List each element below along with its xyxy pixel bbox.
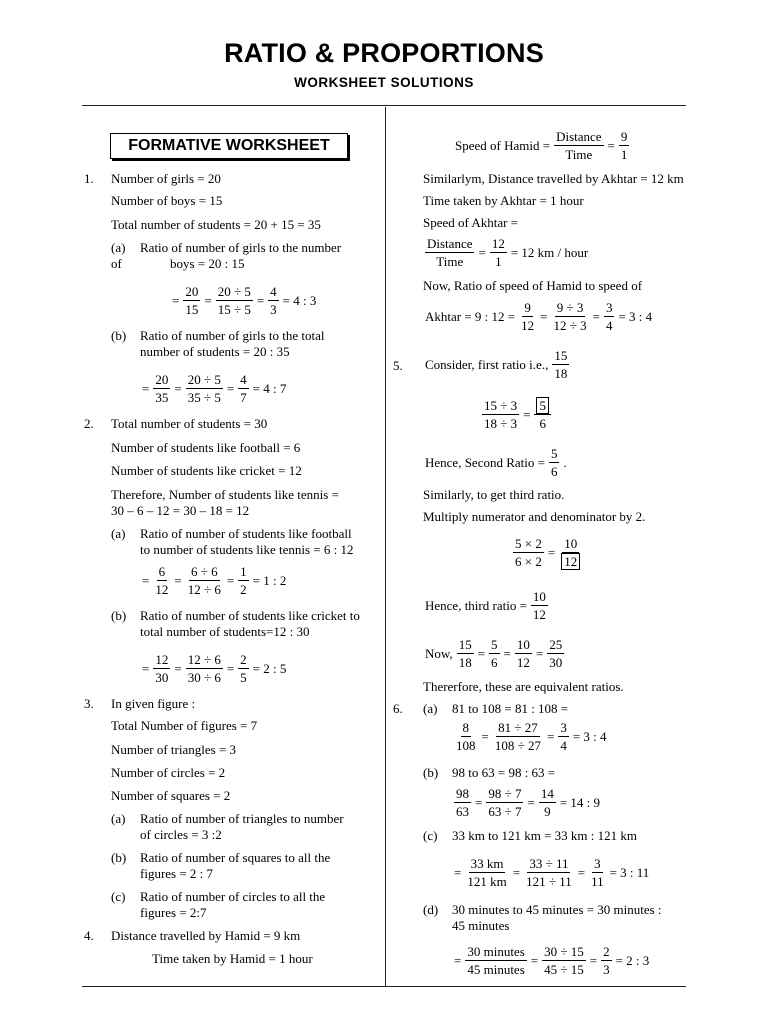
denominator: 12 ÷ 6 [187, 582, 221, 597]
fraction [559, 536, 582, 569]
math-expression [452, 944, 651, 977]
denominator: 12 [155, 582, 169, 597]
math-expression [480, 398, 553, 431]
denominator: 6 [539, 416, 546, 431]
denominator: 18 ÷ 3 [484, 416, 518, 431]
denominator: 45 minutes [467, 962, 525, 977]
item-label: (b) [111, 850, 127, 865]
section-heading: FORMATIVE WORKSHEET [110, 133, 348, 159]
fraction [601, 944, 612, 977]
text-line: figures = 2:7 [140, 905, 207, 920]
column-divider [385, 107, 386, 987]
denominator: 3 [270, 302, 277, 317]
math-operator: = [142, 660, 150, 676]
math-operator: = 3 : 4 [618, 308, 653, 324]
question-number: 1. [84, 171, 94, 186]
denominator: 4 [605, 318, 613, 333]
item-label: (b) [111, 328, 127, 343]
numerator: 9 [620, 129, 628, 144]
fraction [513, 536, 544, 569]
numerator: 5 × 2 [515, 536, 542, 551]
text-line: Total Number of figures = 7 [111, 718, 258, 733]
math-operator: = [540, 308, 548, 324]
text-line: Multiply numerator and denominator by 2. [423, 509, 646, 524]
fraction [153, 372, 170, 405]
numerator: 8 [462, 720, 469, 735]
numerator: 33 km [470, 856, 504, 871]
math-expression [423, 637, 566, 670]
fraction [539, 786, 556, 819]
question-number: 4. [84, 928, 94, 943]
numerator: 9 [524, 300, 531, 315]
numerator: 20 [185, 284, 199, 299]
numerator: 3 [605, 300, 613, 315]
math-operator: = [475, 794, 483, 810]
denominator: 2 [240, 582, 247, 597]
numerator: 15 [554, 348, 568, 363]
denominator: 12 ÷ 3 [553, 318, 587, 333]
math-expression [140, 372, 288, 405]
text-line: Similarly, to get third ratio. [423, 487, 565, 502]
numerator: 6 [158, 564, 166, 579]
denominator: 18 [554, 366, 568, 381]
item-label: (b) [423, 765, 439, 780]
math-operator: = [481, 728, 489, 744]
question-number: 5. [393, 358, 403, 373]
item-label: (c) [111, 889, 126, 904]
text-line: Ratio of number of triangles to number [140, 811, 344, 826]
text-line: 81 to 108 = 81 : 108 = [452, 701, 569, 716]
numerator: 2 [603, 944, 610, 959]
math-operator: = [589, 952, 598, 968]
math-operator: = [174, 572, 182, 588]
denominator: 15 ÷ 5 [217, 302, 251, 317]
denominator: 1 [620, 147, 628, 162]
item-label: (d) [423, 902, 439, 917]
text-line: 33 km to 121 km = 33 km : 121 km [452, 828, 638, 843]
fraction [547, 637, 564, 670]
math-operator: = [454, 952, 462, 968]
text-line: 45 minutes [452, 918, 510, 933]
text-line: Ratio of number of students like cricket to [140, 608, 360, 623]
text-line: Total number of students = 30 [111, 416, 268, 431]
boxed-answer: 12 [561, 553, 580, 570]
math-expression [423, 300, 654, 333]
question-number: 2. [84, 416, 94, 431]
text-line: of circles = 3 :2 [140, 827, 222, 842]
item-label: (a) [111, 240, 126, 255]
math-operator: = 3 : 4 [572, 728, 607, 744]
text-line: Ratio of number of squares to all the [140, 850, 331, 865]
fraction [515, 637, 532, 670]
denominator: 18 [458, 655, 472, 670]
fraction [457, 637, 474, 670]
text-line: figures = 2 : 7 [140, 866, 214, 881]
page-subtitle: WORKSHEET SOLUTIONS [294, 75, 474, 90]
math-operator: = [527, 794, 535, 810]
denominator: 63 [456, 804, 469, 819]
math-operator: = [172, 292, 180, 308]
fraction [268, 284, 279, 317]
math-expression [423, 348, 571, 381]
math-expression [452, 786, 602, 819]
numerator: 12 ÷ 6 [187, 652, 221, 667]
text-line: Number of boys = 15 [111, 193, 223, 208]
text-line: Time taken by Akhtar = 1 hour [423, 193, 584, 208]
fraction [493, 720, 543, 753]
fraction [486, 786, 523, 819]
text-line: Speed of Akhtar = [423, 215, 519, 230]
fraction [554, 129, 603, 162]
fraction [425, 236, 474, 269]
fraction [489, 637, 500, 670]
text-line: Thererfore, these are equivalent ratios. [423, 679, 624, 694]
math-expression [170, 284, 318, 317]
fraction [619, 129, 630, 162]
math-operator: = [226, 572, 235, 588]
numerator: 5 [550, 446, 558, 461]
math-operator: = [535, 645, 544, 661]
denominator: 7 [240, 390, 247, 405]
boxed-answer: 5 [536, 397, 549, 414]
text-line: boys = 20 : 15 [170, 256, 245, 271]
fraction [454, 720, 478, 753]
math-operator: = [256, 292, 265, 308]
math-operator: = [174, 380, 182, 396]
numerator: 10 [564, 536, 578, 551]
fraction [519, 300, 536, 333]
math-operator: = 12 km / hour [510, 244, 589, 260]
fraction [153, 564, 170, 597]
math-expression [423, 236, 590, 269]
numerator: 15 [458, 637, 472, 652]
denominator: 12 [516, 655, 530, 670]
math-operator: = [607, 137, 615, 153]
denominator: 1 [495, 254, 502, 269]
denominator: 45 ÷ 15 [544, 962, 584, 977]
numerator: 98 [456, 786, 469, 801]
fraction [186, 564, 223, 597]
fraction [186, 652, 223, 685]
math-operator: = [592, 308, 600, 324]
math-operator: = 4 : 3 [282, 292, 317, 308]
numerator: 9 ÷ 3 [556, 300, 584, 315]
text-line: Time taken by Hamid = 1 hour [152, 951, 313, 966]
text-line: 30 minutes to 45 minutes = 30 minutes : [452, 902, 662, 917]
denominator: 3 [603, 962, 610, 977]
math-expression [423, 589, 550, 622]
text-line: Number of circles = 2 [111, 765, 226, 780]
math-operator: = [503, 645, 511, 661]
fraction [465, 856, 508, 889]
numerator: 1 [240, 564, 247, 579]
denominator: 4 [560, 738, 567, 753]
text-line: Now, Ratio of speed of Hamid to speed of [423, 278, 643, 293]
item-label: (a) [423, 701, 438, 716]
denominator: 9 [544, 804, 551, 819]
fraction [589, 856, 606, 889]
numerator: 2 [240, 652, 247, 667]
text-line: Ratio of number of students like football [140, 526, 352, 541]
numerator: 12 [491, 236, 505, 251]
numerator: 12 [155, 652, 169, 667]
denominator: 12 [532, 607, 546, 622]
text-line: Number of students like football = 6 [111, 440, 301, 455]
text-line: Number of squares = 2 [111, 788, 231, 803]
numerator: 15 ÷ 3 [484, 398, 518, 413]
math-operator: = [512, 864, 521, 880]
math-operator: = [142, 380, 150, 396]
denominator: 30 [549, 655, 563, 670]
numerator: 3 [560, 720, 567, 735]
text-line: Total number of students = 20 + 15 = 35 [111, 217, 321, 232]
fraction [531, 589, 548, 622]
fraction [216, 284, 253, 317]
math-operator: Consider, first ratio i.e., [425, 356, 549, 372]
denominator [559, 553, 582, 569]
numerator: 3 [594, 856, 601, 871]
numerator: 30 ÷ 15 [544, 944, 584, 959]
text-line: In given figure : [111, 696, 196, 711]
math-operator: = [454, 864, 462, 880]
text-line: Number of students like cricket = 12 [111, 463, 302, 478]
numerator: 10 [532, 589, 546, 604]
fraction [549, 446, 560, 479]
text-line: 98 to 63 = 98 : 63 = [452, 765, 556, 780]
question-number: 6. [393, 701, 403, 716]
math-operator: Hence, Second Ratio = [425, 454, 545, 470]
text-line: of [111, 256, 122, 271]
top-divider [82, 105, 686, 106]
denominator: 12 [521, 318, 535, 333]
math-expression [452, 856, 651, 889]
numerator: Distance [427, 236, 473, 251]
text-line: Number of triangles = 3 [111, 742, 237, 757]
fraction [534, 398, 551, 431]
fraction [558, 720, 569, 753]
fraction [524, 856, 574, 889]
math-operator: = [546, 728, 555, 744]
math-operator: = [226, 380, 235, 396]
math-expression [423, 446, 569, 479]
fraction [454, 786, 471, 819]
math-operator: = [577, 864, 586, 880]
fraction [183, 284, 200, 317]
math-operator: = 1 : 2 [252, 572, 287, 588]
fraction [490, 236, 507, 269]
denominator: 30 ÷ 6 [187, 670, 221, 685]
text-line: 30 – 6 – 12 = 30 – 18 = 12 [111, 503, 250, 518]
math-expression [453, 129, 631, 162]
numerator: Distance [556, 129, 602, 144]
math-operator: = [204, 292, 212, 308]
denominator: 121 ÷ 11 [526, 874, 572, 889]
math-operator: = [174, 660, 182, 676]
denominator: 6 [550, 464, 558, 479]
text-line: Ratio of number of circles to all the [140, 889, 326, 904]
denominator: 11 [591, 874, 604, 889]
item-label: (c) [423, 828, 438, 843]
denominator: Time [436, 254, 464, 269]
fraction [238, 564, 249, 597]
text-line: Ratio of number of girls to the total [140, 328, 325, 343]
math-operator: Now, [425, 645, 453, 661]
math-operator: = 3 : 11 [609, 864, 650, 880]
math-operator: = [530, 952, 539, 968]
numerator: 30 minutes [467, 944, 525, 959]
numerator: 25 [549, 637, 563, 652]
numerator: 5 [491, 637, 498, 652]
question-number: 3. [84, 696, 94, 711]
math-expression [452, 720, 609, 753]
text-line: Number of girls = 20 [111, 171, 221, 186]
numerator: 20 ÷ 5 [187, 372, 221, 387]
denominator: 30 [155, 670, 169, 685]
numerator: 33 ÷ 11 [529, 856, 569, 871]
math-operator: = [478, 244, 486, 260]
math-operator: = 2 : 5 [252, 660, 287, 676]
math-operator: = 4 : 7 [252, 380, 287, 396]
numerator: 4 [240, 372, 247, 387]
fraction [186, 372, 223, 405]
math-operator: = [142, 572, 150, 588]
numerator: 20 ÷ 5 [217, 284, 251, 299]
denominator: 5 [240, 670, 247, 685]
denominator: 6 × 2 [515, 554, 542, 569]
fraction [153, 652, 170, 685]
math-operator: Akhtar = 9 : 12 = [425, 308, 516, 324]
denominator: 15 [185, 302, 199, 317]
text-line: Distance travelled by Hamid = 9 km [111, 928, 301, 943]
math-operator: = [523, 406, 531, 422]
text-line: Therefore, Number of students like tennis = [111, 487, 339, 502]
math-operator: Hence, third ratio = [425, 597, 527, 613]
numerator: 14 [540, 786, 554, 801]
text-line: to number of students like tennis = 6 : 12 [140, 542, 354, 557]
fraction [238, 652, 249, 685]
denominator: 35 [155, 390, 169, 405]
fraction [552, 348, 569, 381]
fraction [238, 372, 249, 405]
numerator: 81 ÷ 27 [498, 720, 538, 735]
text-line: total number of students=12 : 30 [140, 624, 310, 639]
denominator: Time [565, 147, 593, 162]
bottom-divider [82, 986, 686, 987]
denominator: 63 ÷ 7 [488, 804, 522, 819]
numerator: 4 [270, 284, 277, 299]
text-line: Similarlym, Distance travelled by Akhtar = 12 km [423, 171, 684, 186]
math-operator: = [226, 660, 235, 676]
denominator: 6 [491, 655, 498, 670]
text-line: number of students = 20 : 35 [140, 344, 290, 359]
item-label: (b) [111, 608, 127, 623]
math-expression [140, 564, 288, 597]
denominator: 108 [456, 738, 476, 753]
numerator: 98 ÷ 7 [488, 786, 522, 801]
page-title: RATIO & PROPORTIONS [224, 38, 544, 68]
fraction [551, 300, 588, 333]
denominator: 108 ÷ 27 [494, 738, 541, 753]
item-label: (a) [111, 526, 126, 541]
math-expression [511, 536, 584, 569]
math-operator: = 2 : 3 [615, 952, 650, 968]
math-operator: = [547, 544, 556, 560]
denominator: 35 ÷ 5 [187, 390, 221, 405]
fraction [465, 944, 526, 977]
fraction [542, 944, 586, 977]
math-operator: = [477, 645, 486, 661]
numerator: 10 [516, 637, 530, 652]
numerator: 20 [155, 372, 169, 387]
item-label: (a) [111, 811, 126, 826]
fraction [604, 300, 615, 333]
denominator: 121 km [467, 874, 507, 889]
math-expression [140, 652, 288, 685]
math-operator: . [563, 454, 567, 470]
text-line: Ratio of number of girls to the number [140, 240, 342, 255]
math-operator: Speed of Hamid = [455, 137, 551, 153]
math-operator: = 14 : 9 [559, 794, 601, 810]
fraction [482, 398, 519, 431]
numerator: 6 ÷ 6 [190, 564, 218, 579]
numerator [534, 398, 551, 415]
